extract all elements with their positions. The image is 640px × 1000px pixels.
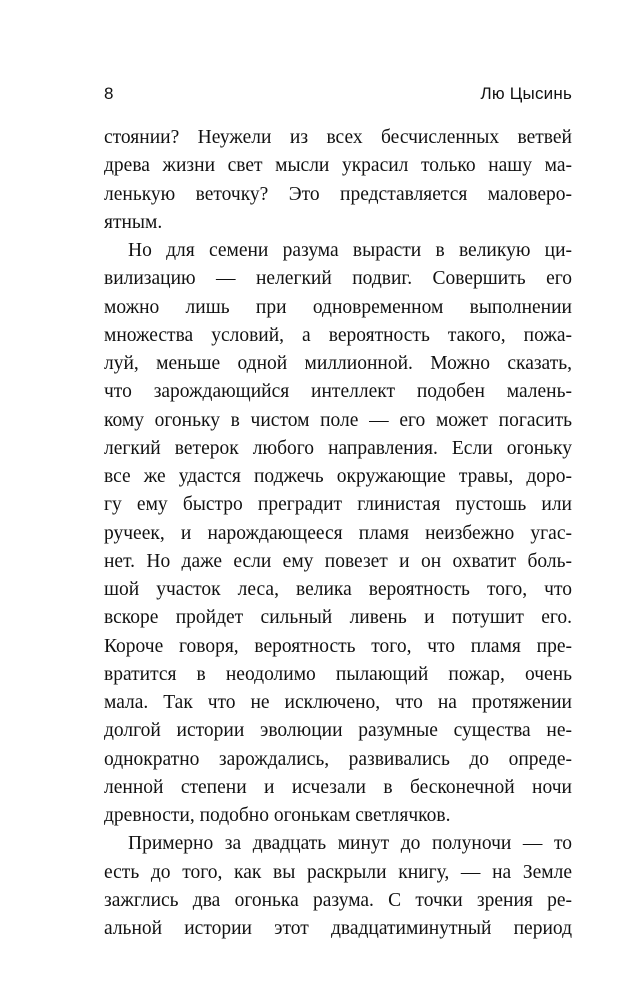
text-line: все же удастся поджечь окружающие травы, доро- [104, 466, 572, 487]
text-line: ятным. [104, 211, 163, 233]
text-line: Но для семени разума вырасти в великую ци- [128, 240, 572, 261]
text-line: зажглись два огонька разума. С точки зрения ре- [104, 889, 572, 911]
text-line: вратится в неодолимо пылающий пожар, очень [104, 663, 572, 685]
text-line: долгой истории эволюции разумные существа не- [104, 720, 572, 742]
text-line: есть до того, как вы раскрыли книгу, — на Земле [104, 861, 572, 883]
text-line: Короче говоря, вероятность того, что пламя пре- [104, 635, 572, 657]
text-line: нет. Но даже если ему повезет и он охватит боль- [104, 550, 572, 572]
text-line: однократно зарождались, развивались до опреде- [104, 748, 572, 770]
text-line: альной истории этот двадцатиминутный период [104, 918, 572, 939]
text-line: легкий ветерок любого направления. Если огоньку [104, 437, 572, 459]
text-line: луй, меньше одной миллионной. Можно сказать, [104, 353, 572, 374]
page-number: 8 [104, 84, 114, 103]
text-line: Примерно за двадцать минут до полуночи — то [128, 833, 572, 855]
body-text [104, 124, 572, 943]
text-line: древности, подобно огонькам светлячков. [104, 805, 451, 826]
running-title: Лю Цысинь [480, 84, 572, 103]
text-line: древа жизни свет мысли украсил только нашу ма- [104, 155, 572, 177]
text-line: кому огоньку в чистом поле — его может погасить [104, 409, 572, 431]
text-line: ленькую веточку? Это представляется маловеро- [104, 183, 572, 205]
text-line: мала. Так что не исключено, что на протяжении [104, 692, 572, 713]
text-line: вилизацию — нелегкий подвиг. Совершить его [104, 268, 572, 290]
text-line: ручеек, и нарождающееся пламя неизбежно угас- [104, 522, 572, 544]
text-line: шой участок леса, велика вероятность того, что [104, 579, 572, 600]
text-line: что зарождающийся интеллект подобен малень- [104, 381, 572, 403]
text-line: стоянии? Неужели из всех бесчисленных ветвей [104, 127, 572, 148]
text-line: ленной степени и исчезали в бесконечной ночи [104, 776, 572, 798]
text-line: можно лишь при одновременном выполнении [104, 296, 572, 318]
running-head [104, 84, 572, 108]
text-line: вскоре пройдет сильный ливень и потушит его. [104, 607, 572, 629]
text-line: гу ему быстро преградит глинистая пустошь или [104, 494, 572, 516]
text-line: множества условий, а вероятность такого, пожа- [104, 324, 572, 346]
